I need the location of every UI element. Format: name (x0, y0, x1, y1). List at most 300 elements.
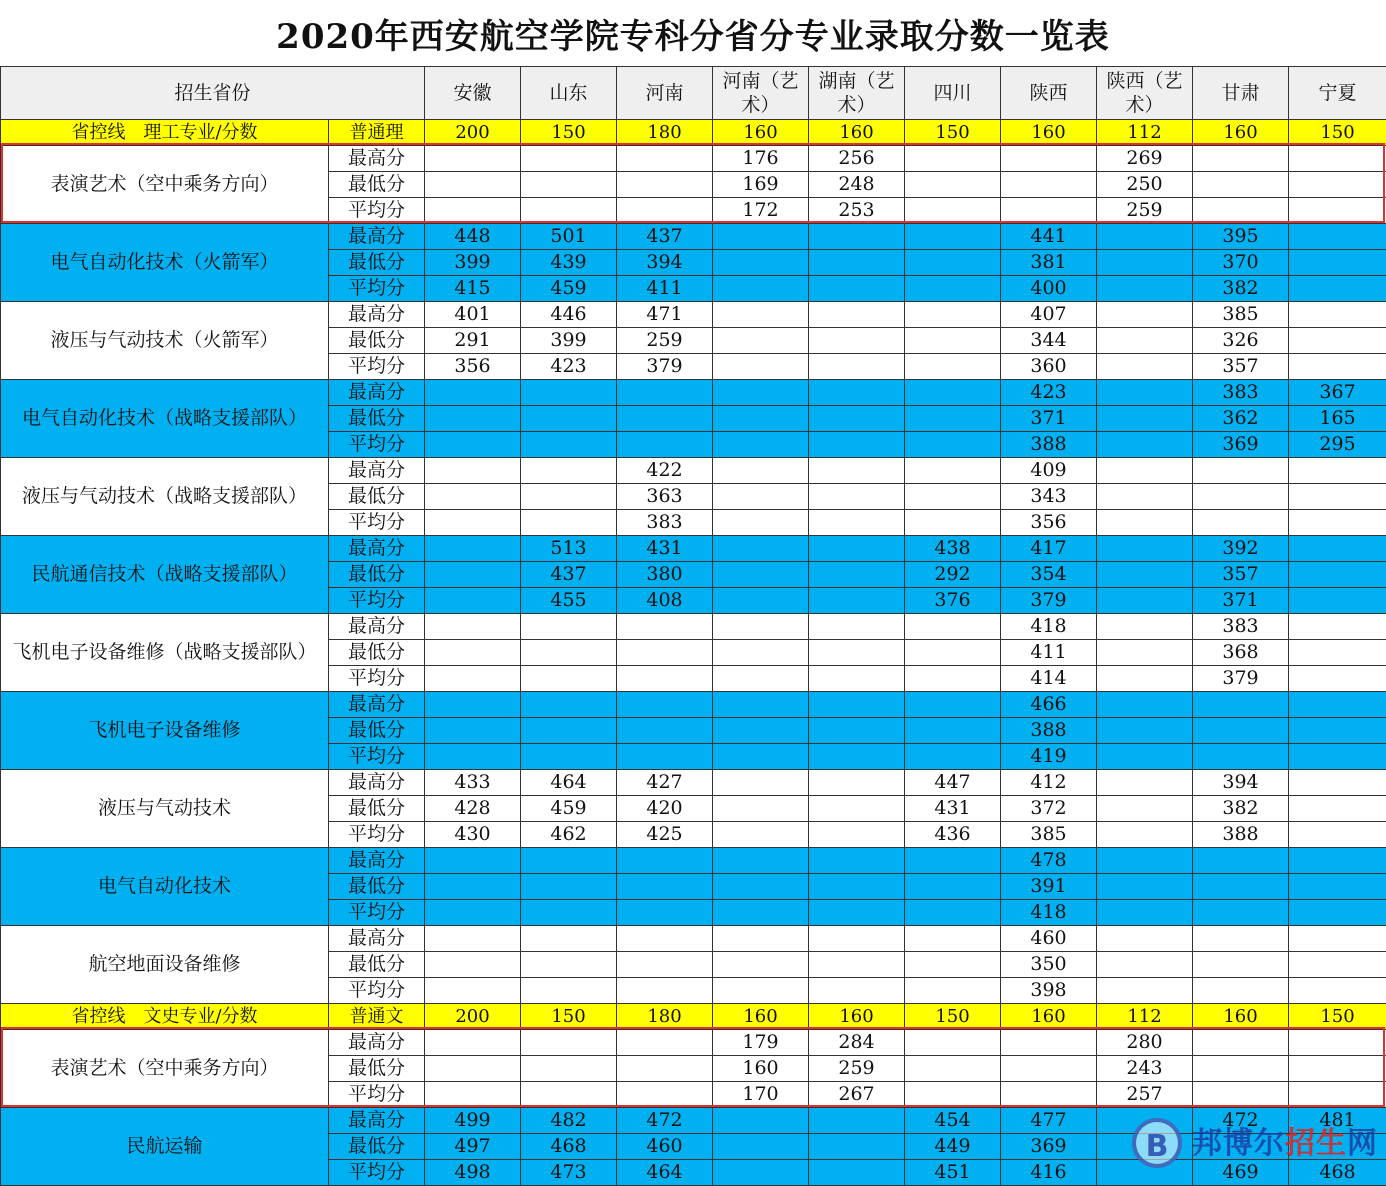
stat-label: 最低分 (329, 874, 425, 900)
table-row (1, 770, 1386, 796)
score-cell (905, 874, 1001, 900)
score-cell: 169 (713, 172, 809, 198)
score-cell: 250 (1097, 172, 1193, 198)
control-line-value: 112 (1097, 120, 1193, 146)
score-cell (1289, 978, 1386, 1004)
control-line-value: 150 (905, 1004, 1001, 1030)
score-cell: 481 (1289, 1108, 1386, 1134)
header-province: 河南 (617, 67, 713, 120)
score-cell (713, 978, 809, 1004)
score-cell: 394 (1193, 770, 1289, 796)
score-cell (521, 484, 617, 510)
score-cell (521, 510, 617, 536)
score-cell (809, 848, 905, 874)
score-cell: 460 (1001, 926, 1097, 952)
score-cell: 459 (521, 276, 617, 302)
control-line-value: 150 (1289, 120, 1386, 146)
score-cell (425, 510, 521, 536)
score-cell (1193, 198, 1289, 224)
score-cell: 407 (1001, 302, 1097, 328)
score-cell (809, 614, 905, 640)
header-province: 湖南（艺术） (809, 67, 905, 120)
score-cell: 394 (617, 250, 713, 276)
stat-label: 最高分 (329, 692, 425, 718)
score-cell: 172 (713, 198, 809, 224)
score-cell: 422 (617, 458, 713, 484)
score-cell (809, 770, 905, 796)
score-cell: 455 (521, 588, 617, 614)
score-cell: 415 (425, 276, 521, 302)
score-cell (1097, 354, 1193, 380)
score-cell (905, 1056, 1001, 1082)
header-province: 四川 (905, 67, 1001, 120)
score-cell: 399 (425, 250, 521, 276)
score-cell (521, 978, 617, 1004)
score-cell (1097, 432, 1193, 458)
control-line-value: 160 (1193, 1004, 1289, 1030)
score-cell (521, 380, 617, 406)
score-cell (521, 848, 617, 874)
stat-label: 最高分 (329, 770, 425, 796)
control-line-row (1, 120, 1386, 146)
score-cell (425, 744, 521, 770)
score-cell (905, 614, 1001, 640)
score-cell: 433 (425, 770, 521, 796)
score-cell: 468 (1289, 1160, 1386, 1186)
stat-label: 最高分 (329, 1108, 425, 1134)
score-cell (1289, 146, 1386, 172)
stat-label: 最低分 (329, 640, 425, 666)
stat-label: 平均分 (329, 354, 425, 380)
score-cell (809, 978, 905, 1004)
score-cell (713, 380, 809, 406)
score-cell: 372 (1001, 796, 1097, 822)
score-cell: 371 (1193, 588, 1289, 614)
score-cell (1097, 588, 1193, 614)
score-cell: 478 (1001, 848, 1097, 874)
score-cell (713, 1134, 809, 1160)
score-cell: 371 (1001, 406, 1097, 432)
score-cell: 385 (1193, 302, 1289, 328)
score-cell: 398 (1001, 978, 1097, 1004)
score-cell (713, 848, 809, 874)
score-cell (713, 510, 809, 536)
score-cell: 369 (1001, 1134, 1097, 1160)
admission-score-table (0, 66, 1386, 1186)
control-line-value: 160 (809, 120, 905, 146)
stat-label: 平均分 (329, 744, 425, 770)
score-cell: 257 (1097, 1082, 1193, 1108)
score-cell (905, 484, 1001, 510)
score-cell: 343 (1001, 484, 1097, 510)
score-cell (521, 172, 617, 198)
score-cell: 430 (425, 822, 521, 848)
score-cell (1001, 198, 1097, 224)
major-name: 电气自动化技术 (1, 848, 329, 926)
score-cell (1289, 484, 1386, 510)
score-cell (521, 744, 617, 770)
score-cell (617, 666, 713, 692)
score-cell (1097, 536, 1193, 562)
score-cell (809, 1134, 905, 1160)
stat-label: 平均分 (329, 276, 425, 302)
score-cell: 292 (905, 562, 1001, 588)
score-cell (1097, 978, 1193, 1004)
stat-label: 最高分 (329, 458, 425, 484)
score-cell: 468 (521, 1134, 617, 1160)
header-province: 甘肃 (1193, 67, 1289, 120)
score-cell: 482 (521, 1108, 617, 1134)
score-cell (713, 224, 809, 250)
score-cell (617, 952, 713, 978)
score-cell (1289, 328, 1386, 354)
score-cell (617, 146, 713, 172)
score-cell (905, 978, 1001, 1004)
score-cell (1193, 510, 1289, 536)
score-cell (1097, 770, 1193, 796)
score-cell: 473 (521, 1160, 617, 1186)
score-cell (905, 952, 1001, 978)
score-cell: 253 (809, 198, 905, 224)
table-row (1, 536, 1386, 562)
score-cell (425, 458, 521, 484)
score-cell (617, 172, 713, 198)
score-cell: 499 (425, 1108, 521, 1134)
score-cell (713, 614, 809, 640)
score-cell (1097, 276, 1193, 302)
score-cell (1289, 1082, 1386, 1108)
score-cell (521, 640, 617, 666)
score-cell (713, 406, 809, 432)
score-cell (905, 146, 1001, 172)
control-line-value: 160 (1001, 1004, 1097, 1030)
score-cell: 409 (1001, 458, 1097, 484)
score-cell (521, 692, 617, 718)
table-row (1, 380, 1386, 406)
score-cell (617, 1056, 713, 1082)
score-cell: 356 (1001, 510, 1097, 536)
score-cell (521, 1030, 617, 1056)
score-cell (521, 926, 617, 952)
score-cell: 176 (713, 146, 809, 172)
score-cell (905, 302, 1001, 328)
score-cell (809, 562, 905, 588)
stat-label: 最低分 (329, 172, 425, 198)
major-name: 电气自动化技术（火箭军） (1, 224, 329, 302)
score-cell (713, 952, 809, 978)
score-cell: 280 (1097, 1030, 1193, 1056)
stat-label: 最低分 (329, 952, 425, 978)
score-cell: 464 (617, 1160, 713, 1186)
major-name: 液压与气动技术（火箭军） (1, 302, 329, 380)
score-cell: 392 (1193, 536, 1289, 562)
score-cell: 423 (521, 354, 617, 380)
score-cell (1193, 692, 1289, 718)
score-cell (809, 224, 905, 250)
score-cell: 357 (1193, 354, 1289, 380)
score-cell (617, 848, 713, 874)
control-line-value: 160 (713, 1004, 809, 1030)
score-cell (425, 926, 521, 952)
score-cell: 395 (1193, 224, 1289, 250)
score-cell (1289, 900, 1386, 926)
stat-label: 最低分 (329, 484, 425, 510)
score-cell (713, 276, 809, 302)
stat-label: 平均分 (329, 666, 425, 692)
score-cell: 414 (1001, 666, 1097, 692)
score-cell: 472 (1193, 1108, 1289, 1134)
score-cell (1193, 1056, 1289, 1082)
score-cell (809, 692, 905, 718)
score-cell: 291 (425, 328, 521, 354)
score-cell (713, 692, 809, 718)
score-cell (1289, 874, 1386, 900)
score-cell (425, 900, 521, 926)
control-line-label: 省控线 文史专业/分数 (1, 1004, 329, 1030)
score-cell (617, 744, 713, 770)
score-cell (1289, 354, 1386, 380)
major-name: 飞机电子设备维修（战略支援部队） (1, 614, 329, 692)
table-row (1, 146, 1386, 172)
score-cell: 362 (1193, 406, 1289, 432)
score-cell (1289, 1134, 1386, 1160)
control-line-value: 200 (425, 1004, 521, 1030)
score-cell (905, 224, 1001, 250)
header-province: 河南（艺术） (713, 67, 809, 120)
score-cell: 388 (1001, 718, 1097, 744)
score-cell (809, 952, 905, 978)
score-cell (713, 770, 809, 796)
score-cell (905, 718, 1001, 744)
score-cell (521, 614, 617, 640)
score-cell (1193, 484, 1289, 510)
score-cell (1289, 770, 1386, 796)
score-cell: 256 (809, 146, 905, 172)
score-cell: 383 (617, 510, 713, 536)
score-cell (1097, 1108, 1193, 1134)
score-cell (425, 692, 521, 718)
major-name: 民航通信技术（战略支援部队） (1, 536, 329, 614)
stat-label: 最低分 (329, 562, 425, 588)
score-cell: 350 (1001, 952, 1097, 978)
score-cell (809, 796, 905, 822)
score-cell (713, 250, 809, 276)
score-cell: 420 (617, 796, 713, 822)
score-cell: 388 (1001, 432, 1097, 458)
score-cell (905, 458, 1001, 484)
score-cell (617, 198, 713, 224)
major-name: 电气自动化技术（战略支援部队） (1, 380, 329, 458)
score-cell (1289, 666, 1386, 692)
score-cell: 381 (1001, 250, 1097, 276)
score-cell: 379 (1001, 588, 1097, 614)
score-cell: 412 (1001, 770, 1097, 796)
score-cell (1193, 952, 1289, 978)
score-cell: 477 (1001, 1108, 1097, 1134)
score-cell: 388 (1193, 822, 1289, 848)
score-cell (521, 458, 617, 484)
score-cell: 459 (521, 796, 617, 822)
control-line-value: 200 (425, 120, 521, 146)
score-cell (1097, 1160, 1193, 1186)
score-cell: 369 (1193, 432, 1289, 458)
score-cell (905, 900, 1001, 926)
score-cell: 447 (905, 770, 1001, 796)
score-cell (1097, 874, 1193, 900)
score-cell: 326 (1193, 328, 1289, 354)
score-cell (1193, 848, 1289, 874)
table-row (1, 614, 1386, 640)
control-line-type: 普通理 (329, 120, 425, 146)
score-cell: 469 (1193, 1160, 1289, 1186)
header-province: 宁夏 (1289, 67, 1386, 120)
score-cell (809, 276, 905, 302)
score-cell: 356 (425, 354, 521, 380)
score-cell (521, 900, 617, 926)
score-cell (905, 432, 1001, 458)
stat-label: 最低分 (329, 328, 425, 354)
score-cell: 462 (521, 822, 617, 848)
stat-label: 平均分 (329, 510, 425, 536)
table-row (1, 926, 1386, 952)
score-cell (713, 536, 809, 562)
score-cell: 383 (1193, 614, 1289, 640)
score-cell: 382 (1193, 276, 1289, 302)
score-cell (809, 354, 905, 380)
score-cell (425, 146, 521, 172)
score-cell (521, 952, 617, 978)
table-row (1, 224, 1386, 250)
stat-label: 最高分 (329, 614, 425, 640)
score-cell (713, 796, 809, 822)
score-cell (713, 354, 809, 380)
score-cell: 454 (905, 1108, 1001, 1134)
score-cell (425, 406, 521, 432)
score-cell: 431 (617, 536, 713, 562)
score-cell: 295 (1289, 432, 1386, 458)
score-cell: 419 (1001, 744, 1097, 770)
score-cell: 408 (617, 588, 713, 614)
score-cell (1289, 692, 1386, 718)
score-cell (1097, 328, 1193, 354)
score-cell (521, 198, 617, 224)
score-cell (905, 354, 1001, 380)
score-cell: 437 (617, 224, 713, 250)
score-cell (905, 640, 1001, 666)
score-cell (617, 874, 713, 900)
score-cell (713, 744, 809, 770)
score-cell (713, 302, 809, 328)
score-cell (905, 510, 1001, 536)
control-line-value: 160 (713, 120, 809, 146)
score-cell (713, 562, 809, 588)
score-cell (905, 1030, 1001, 1056)
score-cell (905, 328, 1001, 354)
score-cell: 259 (809, 1056, 905, 1082)
score-cell (1193, 172, 1289, 198)
score-cell: 269 (1097, 146, 1193, 172)
score-cell (1193, 1082, 1289, 1108)
score-cell (713, 1160, 809, 1186)
score-cell (1289, 822, 1386, 848)
score-cell: 464 (521, 770, 617, 796)
score-cell (1193, 1134, 1289, 1160)
stat-label: 最高分 (329, 380, 425, 406)
score-cell (1097, 302, 1193, 328)
score-cell (521, 1056, 617, 1082)
control-line-value: 150 (905, 120, 1001, 146)
score-cell (425, 562, 521, 588)
score-cell (1097, 666, 1193, 692)
score-cell: 399 (521, 328, 617, 354)
score-cell: 418 (1001, 614, 1097, 640)
header-province: 陕西（艺术） (1097, 67, 1193, 120)
score-cell: 460 (617, 1134, 713, 1160)
score-cell (1193, 146, 1289, 172)
score-cell: 380 (617, 562, 713, 588)
score-cell (1289, 172, 1386, 198)
score-cell: 284 (809, 1030, 905, 1056)
score-cell (1289, 718, 1386, 744)
score-cell: 376 (905, 588, 1001, 614)
score-cell (1097, 562, 1193, 588)
score-cell (713, 640, 809, 666)
score-cell (425, 640, 521, 666)
stat-label: 最高分 (329, 536, 425, 562)
score-cell (809, 536, 905, 562)
score-cell (617, 432, 713, 458)
score-cell (1289, 926, 1386, 952)
control-line-value: 112 (1097, 1004, 1193, 1030)
stat-label: 最高分 (329, 1030, 425, 1056)
score-cell (1001, 1056, 1097, 1082)
watermark-text: 邦博尔招生网 (1192, 1124, 1378, 1164)
score-cell (905, 666, 1001, 692)
score-cell: 243 (1097, 1056, 1193, 1082)
score-cell: 379 (1193, 666, 1289, 692)
header-province: 安徽 (425, 67, 521, 120)
score-cell (713, 718, 809, 744)
score-cell: 497 (425, 1134, 521, 1160)
control-line-row (1, 1004, 1386, 1030)
score-cell (713, 874, 809, 900)
score-cell (809, 510, 905, 536)
score-cell (425, 198, 521, 224)
score-cell: 466 (1001, 692, 1097, 718)
score-cell (809, 900, 905, 926)
score-cell (1289, 952, 1386, 978)
score-cell (1097, 614, 1193, 640)
control-line-value: 150 (1289, 1004, 1386, 1030)
stat-label: 平均分 (329, 198, 425, 224)
score-cell (1289, 562, 1386, 588)
score-cell: 379 (617, 354, 713, 380)
score-cell (425, 432, 521, 458)
score-cell: 501 (521, 224, 617, 250)
score-cell: 354 (1001, 562, 1097, 588)
score-cell (1097, 1134, 1193, 1160)
major-name: 液压与气动技术（战略支援部队） (1, 458, 329, 536)
stat-label: 平均分 (329, 432, 425, 458)
score-cell (809, 744, 905, 770)
stat-label: 最低分 (329, 718, 425, 744)
score-cell (617, 380, 713, 406)
stat-label: 平均分 (329, 588, 425, 614)
score-cell (1193, 1030, 1289, 1056)
score-cell (1289, 588, 1386, 614)
control-line-value: 160 (809, 1004, 905, 1030)
header-province: 陕西 (1001, 67, 1097, 120)
